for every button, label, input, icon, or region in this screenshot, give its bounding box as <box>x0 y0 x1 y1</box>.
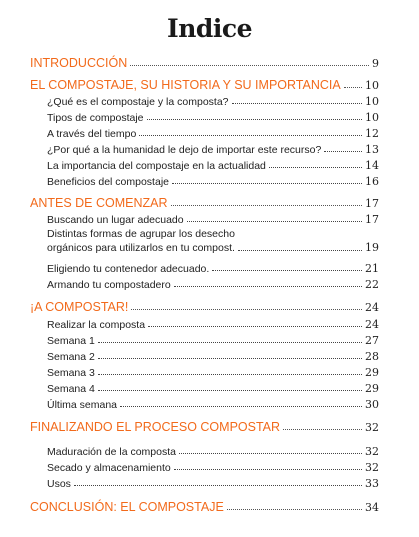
dot-leader <box>172 182 362 184</box>
toc-item[interactable] <box>47 461 379 474</box>
page-number: 29 <box>365 366 379 379</box>
dot-leader <box>120 405 362 407</box>
toc-item[interactable] <box>47 445 379 458</box>
toc-item[interactable] <box>47 366 379 379</box>
dot-leader <box>130 64 369 66</box>
toc-item[interactable] <box>47 111 379 124</box>
dot-leader <box>98 389 362 391</box>
dot-leader <box>283 428 362 430</box>
page-number: 13 <box>365 143 379 156</box>
dot-leader <box>139 134 362 136</box>
item-label: La importancia del compostaje en la actualidad <box>47 160 266 172</box>
dot-leader <box>131 308 362 310</box>
dot-leader <box>171 204 362 206</box>
toc-section-introduccion[interactable] <box>30 56 379 70</box>
item-label: Buscando un lugar adecuado <box>47 214 184 226</box>
toc-item[interactable] <box>47 350 379 363</box>
dot-leader <box>98 341 362 343</box>
dot-leader <box>147 118 363 120</box>
page-number: 17 <box>365 213 379 226</box>
page-number: 19 <box>365 241 379 254</box>
toc-item[interactable] <box>47 127 379 140</box>
toc-item[interactable] <box>47 143 379 156</box>
page-title: Indice <box>167 14 252 43</box>
toc-item[interactable] <box>47 159 379 172</box>
section-label: INTRODUCCIÓN <box>30 56 128 70</box>
toc-section-antes-de-comenzar[interactable] <box>30 196 379 210</box>
dot-leader <box>344 86 362 88</box>
item-label: Beneficios del compostaje <box>47 176 169 188</box>
dot-leader <box>174 468 362 470</box>
dot-leader <box>98 357 362 359</box>
toc-item[interactable] <box>47 334 379 347</box>
toc-item[interactable] <box>47 398 379 411</box>
dot-leader <box>324 150 362 152</box>
section-label: EL COMPOSTAJE, SU HISTORIA Y SU IMPORTANCIA <box>30 78 341 92</box>
page-number: 22 <box>365 278 379 291</box>
page-number: 10 <box>365 95 379 108</box>
item-label: Eligiendo tu contenedor adecuado. <box>47 263 210 275</box>
dot-leader <box>227 508 362 510</box>
page-number: 33 <box>365 477 379 490</box>
toc-item[interactable] <box>47 477 379 490</box>
item-label: Semana 3 <box>47 367 95 379</box>
toc-item[interactable] <box>47 95 379 108</box>
page-number: 29 <box>365 382 379 395</box>
toc-item[interactable] <box>47 262 379 275</box>
page-number: 32 <box>365 445 379 458</box>
page-number: 34 <box>365 501 379 514</box>
page-number: 10 <box>365 79 379 92</box>
dot-leader <box>212 269 362 271</box>
toc-section-a-compostar[interactable] <box>30 300 379 314</box>
page-number: 14 <box>365 159 379 172</box>
page-number: 16 <box>365 175 379 188</box>
section-label: CONCLUSIÓN: EL COMPOSTAJE <box>30 500 224 514</box>
item-label-line2: orgánicos para utilizarlos en tu compost. <box>47 242 235 254</box>
page-number: 27 <box>365 334 379 347</box>
page-number: 17 <box>365 197 379 210</box>
dot-leader <box>74 484 362 486</box>
item-label: Semana 4 <box>47 383 95 395</box>
item-label: Tipos de compostaje <box>47 112 144 124</box>
page-number: 32 <box>365 421 379 434</box>
item-label: Semana 2 <box>47 351 95 363</box>
page-number: 21 <box>365 262 379 275</box>
toc-item[interactable] <box>47 175 379 188</box>
item-label: Usos <box>47 478 71 490</box>
toc-item[interactable] <box>47 382 379 395</box>
toc-item-multiline[interactable] <box>47 227 379 255</box>
toc-item[interactable] <box>47 318 379 331</box>
page-number: 28 <box>365 350 379 363</box>
toc-section-historia[interactable] <box>30 78 379 92</box>
dot-leader <box>238 249 362 251</box>
item-label: Última semana <box>47 399 118 411</box>
dot-leader <box>98 373 362 375</box>
dot-leader <box>269 166 362 168</box>
section-label: ¡A COMPOSTAR! <box>30 300 129 314</box>
page-number: 12 <box>365 127 379 140</box>
toc-section-conclusion[interactable] <box>30 500 379 514</box>
dot-leader <box>174 285 362 287</box>
item-label: Armando tu compostadero <box>47 279 171 291</box>
item-label: Maduración de la composta <box>47 446 176 458</box>
item-label-line1: Distintas formas de agrupar los desecho <box>47 228 235 240</box>
toc-section-finalizando[interactable] <box>30 420 379 434</box>
item-label: Secado y almacenamiento <box>47 462 171 474</box>
section-label: ANTES DE COMENZAR <box>30 196 168 210</box>
item-label: Realizar la composta <box>47 319 146 331</box>
page-number: 10 <box>365 111 379 124</box>
item-label: ¿Por qué a la humanidad le dejo de importar este recurso? <box>47 144 322 156</box>
dot-leader <box>179 452 362 454</box>
dot-leader <box>232 102 362 104</box>
page-number: 32 <box>365 461 379 474</box>
toc-item[interactable] <box>47 278 379 291</box>
dot-leader <box>148 325 362 327</box>
page-number: 24 <box>365 301 379 314</box>
page-number: 24 <box>365 318 379 331</box>
page-number: 9 <box>372 57 379 70</box>
section-label: FINALIZANDO EL PROCESO COMPOSTAR <box>30 420 281 434</box>
dot-leader <box>187 220 362 222</box>
toc-item[interactable] <box>47 213 379 226</box>
item-label: ¿Qué es el compostaje y la composta? <box>47 96 229 108</box>
item-label: A través del tiempo <box>47 128 137 140</box>
page-number: 30 <box>365 398 379 411</box>
item-label: Semana 1 <box>47 335 95 347</box>
